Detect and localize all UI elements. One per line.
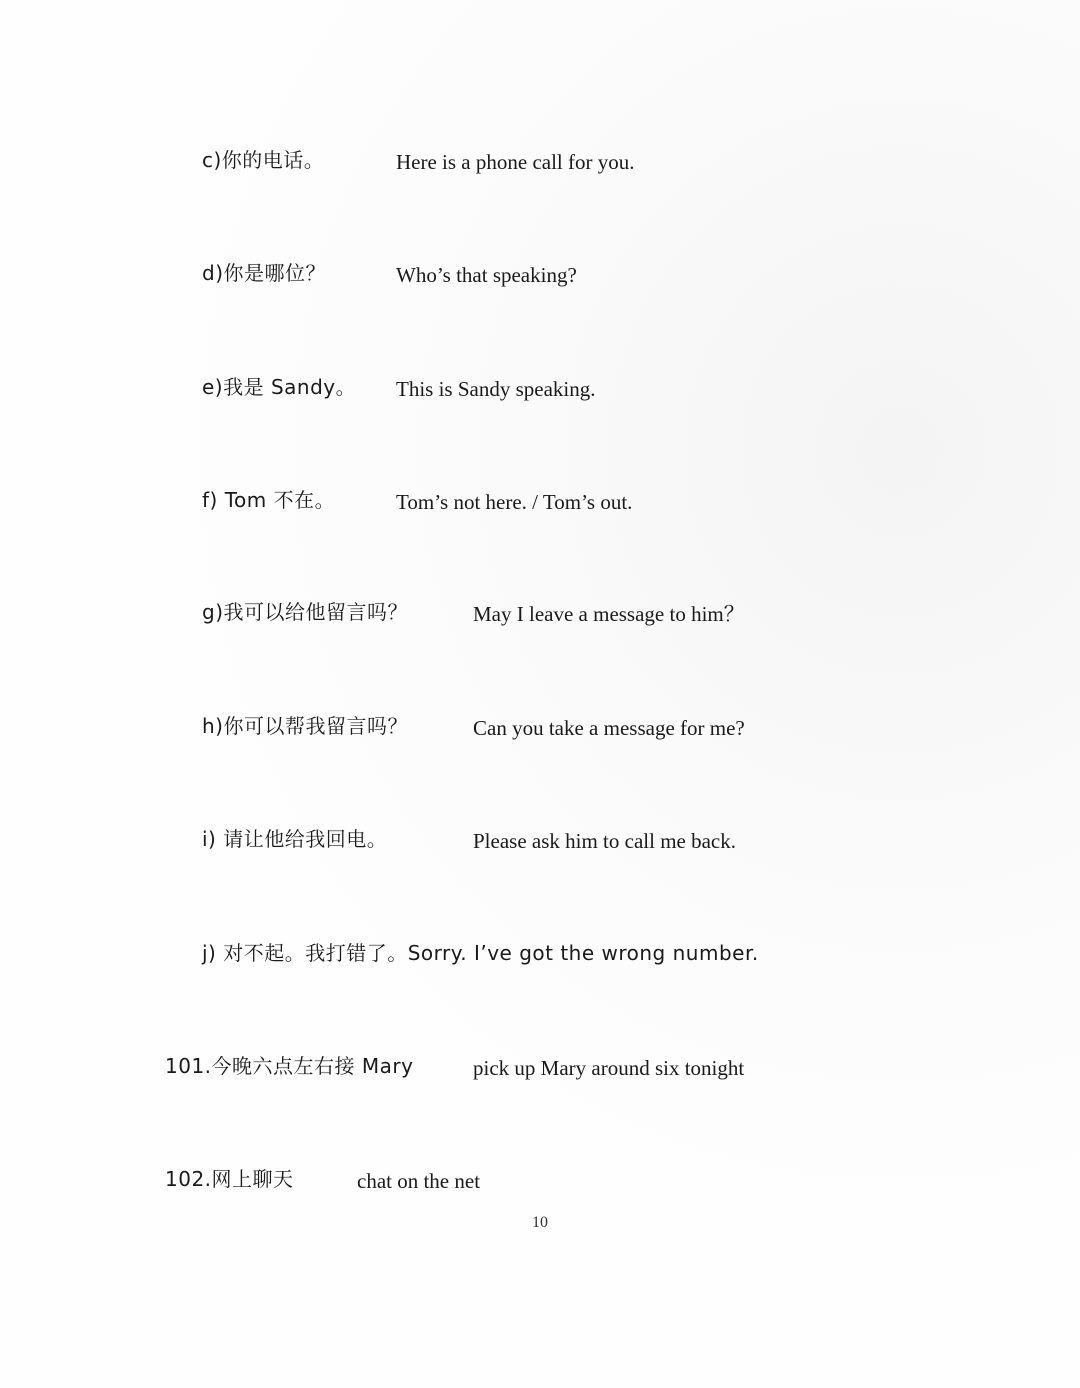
entry-101-english: pick up Mary around six tonight bbox=[473, 1056, 745, 1080]
entry-e-chinese: e)我是 Sandy。 bbox=[202, 375, 357, 399]
entry-102-chinese: 102.网上聊天 bbox=[165, 1167, 294, 1191]
entry-f-english: Tom’s not here. / Tom’s out. bbox=[396, 490, 633, 514]
entry-h-english: Can you take a message for me? bbox=[473, 716, 745, 740]
entry-e-english: This is Sandy speaking. bbox=[396, 377, 596, 401]
entry-c-chinese: c)你的电话。 bbox=[202, 148, 325, 172]
entry-g-english: May I leave a message to him？ bbox=[473, 602, 745, 626]
entry-c-english: Here is a phone call for you. bbox=[396, 150, 635, 174]
entry-h-chinese: h)你可以帮我留言吗？ bbox=[202, 714, 408, 738]
entry-d-english: Who’s that speaking? bbox=[396, 263, 577, 287]
entry-i-chinese: i) 请让他给我回电。 bbox=[202, 827, 388, 851]
entry-101-chinese: 101.今晚六点左右接 Mary bbox=[165, 1054, 414, 1078]
page-number: 10 bbox=[532, 1214, 548, 1231]
entry-f-chinese: f) Tom 不在。 bbox=[202, 488, 336, 512]
entry-102-english: chat on the net bbox=[357, 1169, 481, 1193]
entry-g-chinese: g)我可以给他留言吗？ bbox=[202, 600, 408, 624]
entry-i-english: Please ask him to call me back. bbox=[473, 829, 737, 853]
entry-j-combined: j) 对不起。我打错了。Sorry. I’ve got the wrong number. bbox=[202, 941, 759, 965]
entry-d-chinese: d)你是哪位？ bbox=[202, 261, 326, 285]
